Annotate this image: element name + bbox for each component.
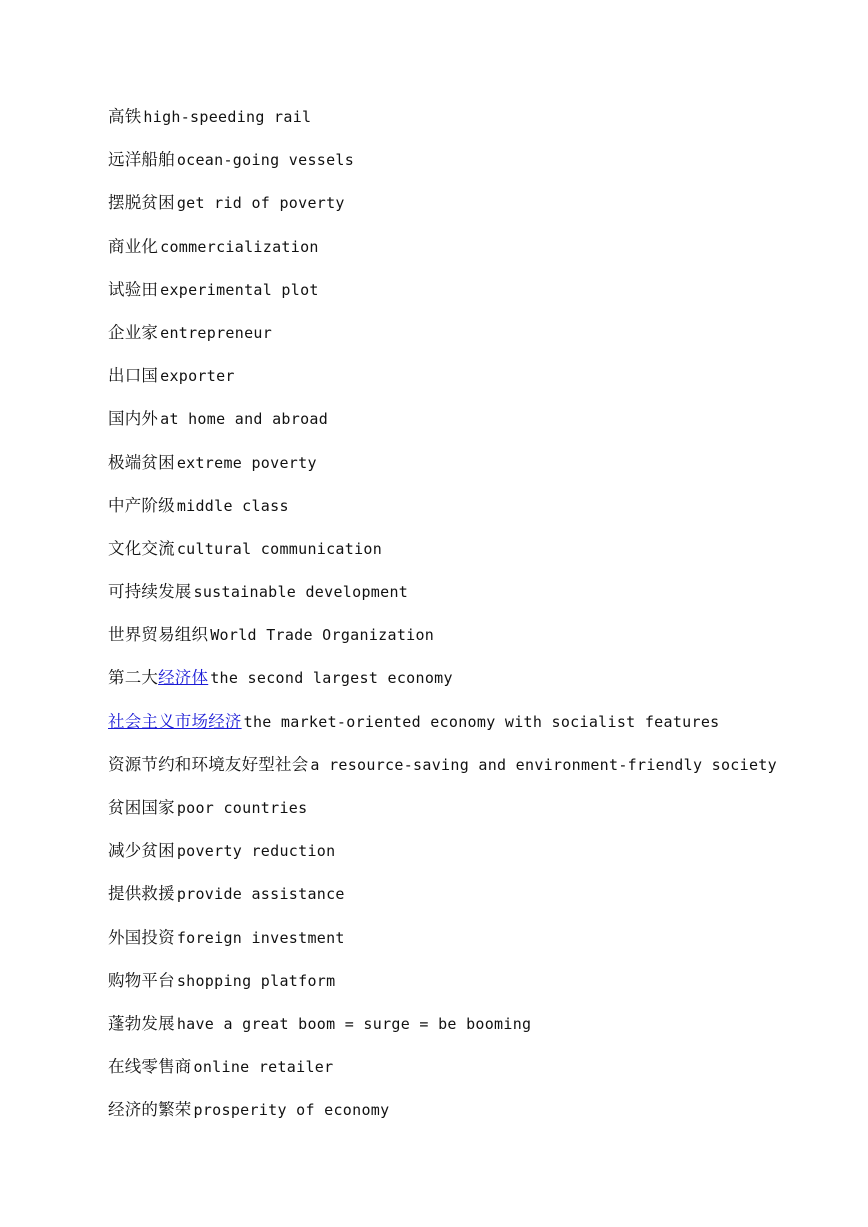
glossary-entry [108,709,848,752]
term-english: a resource-saving and environment-friendly society [310,755,777,774]
term-chinese: 中产阶级 [108,495,175,515]
term-chinese [108,668,208,687]
glossary-entry [108,968,848,1011]
term-chinese-prefix: 第二大 [108,668,159,688]
glossary-entry [108,881,848,924]
term-chinese: 蓬勃发展 [108,1013,175,1033]
term-english: commercialization [160,237,319,256]
term-english: ocean-going vessels [176,151,355,170]
term-chinese: 摆脱贫困 [108,193,175,213]
glossary-entry [108,104,848,147]
glossary-entry [108,579,848,622]
term-english: poor countries [176,799,308,817]
glossary-entry [108,1054,848,1097]
term-english: shopping platform [176,971,336,990]
term-chinese: 企业家 [108,322,159,342]
term-english: cultural communication [176,539,383,558]
term-chinese: 提供救援 [108,884,175,904]
glossary-entry [108,234,848,277]
term-english: middle class [176,496,289,515]
glossary-entry [108,147,848,190]
term-chinese: 贫困国家 [108,798,175,817]
term-chinese [108,712,242,731]
term-chinese: 文化交流 [108,538,175,558]
term-chinese: 试验田 [108,279,159,299]
term-link-economy[interactable]: 经济体 [158,668,209,688]
glossary-entry [108,838,848,881]
term-english: get rid of poverty [176,194,345,213]
term-english: high-speeding rail [143,108,312,126]
term-chinese: 在线零售商 [108,1057,192,1077]
term-english: poverty reduction [176,842,336,861]
glossary-entry [108,665,848,708]
glossary-entry [108,450,848,493]
glossary-entry [108,406,848,449]
glossary-entry [108,320,848,363]
glossary-entry [108,493,848,536]
term-chinese: 资源节约和环境友好型社会 [108,754,309,774]
glossary-entry [108,536,848,579]
term-english: sustainable development [193,583,409,602]
glossary-entry [108,277,848,320]
term-chinese: 外国投资 [108,927,175,947]
term-chinese: 世界贸易组织 [108,625,209,645]
glossary-entry [108,925,848,968]
term-chinese: 远洋船舶 [108,150,175,170]
term-english: have a great boom = surge = be booming [176,1014,532,1033]
term-english: online retailer [193,1058,334,1077]
term-english: experimental plot [160,280,319,299]
term-english: World Trade Organization [210,626,435,645]
term-english: exporter [160,367,235,386]
term-english: extreme poverty [176,453,317,472]
term-chinese: 出口国 [108,366,159,386]
glossary-list [108,104,848,1141]
term-chinese: 减少贫困 [108,841,175,861]
term-english: foreign investment [176,928,345,947]
term-chinese: 购物平台 [108,970,175,990]
term-english: prosperity of economy [193,1101,390,1120]
term-link-socialist-market-economy[interactable]: 社会主义市场经济 [108,711,242,731]
term-english: the market-oriented economy with socialist features [243,712,720,731]
term-chinese: 商业化 [108,236,159,256]
glossary-entry [108,795,848,838]
term-chinese: 可持续发展 [108,582,192,602]
term-english: the second largest economy [210,669,453,688]
term-chinese: 极端贫困 [108,452,175,472]
glossary-entry [108,190,848,233]
glossary-entry [108,1011,848,1054]
term-english: provide assistance [176,885,345,904]
term-chinese: 国内外 [108,409,159,429]
glossary-entry [108,1097,848,1140]
glossary-entry [108,752,848,795]
term-english: entrepreneur [160,323,273,342]
glossary-entry [108,363,848,406]
glossary-entry [108,622,848,665]
term-chinese: 经济的繁荣 [108,1100,192,1120]
term-english: at home and abroad [160,410,329,429]
term-chinese: 高铁 [108,107,142,126]
